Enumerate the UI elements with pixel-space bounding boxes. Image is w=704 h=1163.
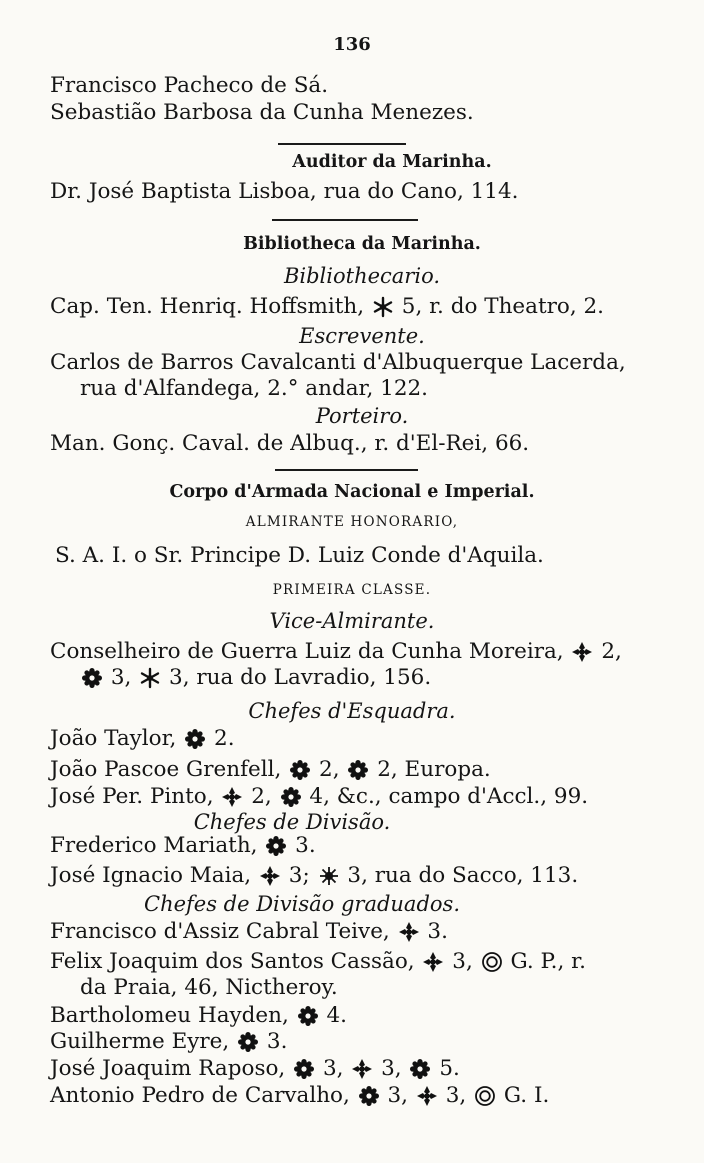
entry-line xyxy=(50,756,491,784)
star-cross-icon xyxy=(318,865,340,887)
divider xyxy=(278,143,406,145)
asterisk-cross-icon xyxy=(139,667,161,689)
entry-line: Man. Gonç. Caval. de Albuq., r. d'El-Rei, 66. xyxy=(50,431,530,456)
entry-text: 4. xyxy=(319,1003,348,1028)
entry-text: 2, xyxy=(594,639,622,664)
cross-order-icon xyxy=(416,1085,438,1107)
entry-text: 5. xyxy=(432,1056,460,1081)
page-number: 136 xyxy=(333,34,371,55)
entry-text: 3, rua do Sacco, 113. xyxy=(340,863,579,888)
entry-line: rua d'Alfandega, 2.° andar, 122. xyxy=(80,376,429,401)
entry-line: Francisco Pacheco de Sá. xyxy=(50,73,329,98)
entry-line: Sebastião Barbosa da Cunha Menezes. xyxy=(50,100,474,125)
entry-line xyxy=(50,1055,460,1083)
rosette-order-icon xyxy=(289,759,311,781)
rosette-order-icon xyxy=(409,1058,431,1080)
entry-line xyxy=(50,1002,347,1030)
entry-line: S. A. I. o Sr. Principe D. Luiz Conde d'Aquila. xyxy=(55,543,544,568)
subsection-heading: Porteiro. xyxy=(315,404,409,428)
cross-order-icon xyxy=(259,865,281,887)
subsection-heading: Chefes de Divisão. xyxy=(193,810,391,834)
entry-line xyxy=(50,832,316,860)
divider xyxy=(272,219,418,221)
divider xyxy=(275,469,418,471)
entry-text: João Taylor, xyxy=(50,726,184,751)
entry-text: 3; xyxy=(281,863,317,888)
section-heading: Auditor da Marinha. xyxy=(292,152,492,172)
section-heading: Corpo d'Armada Nacional e Imperial. xyxy=(169,482,535,502)
entry-line: da Praia, 46, Nictheroy. xyxy=(80,975,338,1000)
entry-text: Felix Joaquim dos Santos Cassão, xyxy=(50,949,422,974)
entry-text: Cap. Ten. Henriq. Hoffsmith, xyxy=(50,294,371,319)
subsection-heading: Bibliothecario. xyxy=(283,264,441,288)
rosette-order-icon xyxy=(280,786,302,808)
entry-text: João Pascoe Grenfell, xyxy=(50,757,289,782)
rank-heading: ALMIRANTE HONORARIO, xyxy=(245,514,459,530)
subsection-heading: Vice-Almirante. xyxy=(269,609,435,633)
cross-order-icon xyxy=(398,921,420,943)
entry-text: 3, xyxy=(104,665,139,690)
entry-text: 3, xyxy=(380,1083,415,1108)
entry-text: José Joaquim Raposo, xyxy=(50,1056,293,1081)
rosette-order-icon xyxy=(265,835,287,857)
entry-text: 2, xyxy=(244,784,279,809)
entry-text: G. P., r. xyxy=(503,949,586,974)
cross-order-icon xyxy=(221,786,243,808)
entry-text: 3, xyxy=(445,949,480,974)
entry-line xyxy=(50,725,235,753)
entry-text: 5, r. do Theatro, 2. xyxy=(394,294,605,319)
entry-text: 3. xyxy=(260,1029,288,1054)
entry-text: Guilherme Eyre, xyxy=(50,1029,237,1054)
entry-line xyxy=(50,293,604,321)
entry-line xyxy=(50,862,578,890)
entry-line: Dr. José Baptista Lisboa, rua do Cano, 114. xyxy=(50,179,519,204)
entry-text: 3. xyxy=(420,919,448,944)
entry-text: José Ignacio Maia, xyxy=(50,863,258,888)
rosette-order-icon xyxy=(237,1031,259,1053)
subsection-heading: Escrevente. xyxy=(299,324,425,348)
cross-order-icon xyxy=(351,1058,373,1080)
entry-line: Carlos de Barros Cavalcanti d'Albuquerque Lacerda, xyxy=(50,350,626,375)
entry-text: Francisco d'Assiz Cabral Teive, xyxy=(50,919,397,944)
cross-order-icon xyxy=(422,951,444,973)
entry-line xyxy=(50,948,586,976)
entry-line xyxy=(50,638,622,666)
entry-text: 4, &c., campo d'Accl., 99. xyxy=(302,784,589,809)
entry-text: Bartholomeu Hayden, xyxy=(50,1003,296,1028)
circle-medal-icon xyxy=(481,951,503,973)
entry-line xyxy=(50,1028,287,1056)
rosette-order-icon xyxy=(293,1058,315,1080)
entry-text: 2, Europa. xyxy=(370,757,491,782)
rosette-order-icon xyxy=(358,1085,380,1107)
entry-text: 3, xyxy=(374,1056,409,1081)
subsection-heading: Chefes de Divisão graduados. xyxy=(144,892,460,916)
entry-line xyxy=(80,664,431,692)
cross-order-icon xyxy=(571,641,593,663)
entry-line xyxy=(50,1082,549,1110)
section-heading: Bibliotheca da Marinha. xyxy=(243,234,481,254)
entry-text: 2, xyxy=(312,757,347,782)
entry-text: José Per. Pinto, xyxy=(50,784,221,809)
entry-text: 2. xyxy=(207,726,235,751)
entry-text: G. I. xyxy=(497,1083,550,1108)
rosette-order-icon xyxy=(297,1005,319,1027)
subsection-heading: Chefes d'Esquadra. xyxy=(248,699,456,723)
rosette-order-icon xyxy=(347,759,369,781)
entry-text: 3. xyxy=(288,833,316,858)
rosette-order-icon xyxy=(81,667,103,689)
entry-text: 3, rua do Lavradio, 156. xyxy=(162,665,432,690)
rank-heading: PRIMEIRA CLASSE. xyxy=(272,582,432,598)
entry-text: Antonio Pedro de Carvalho, xyxy=(50,1083,357,1108)
entry-line xyxy=(50,918,448,946)
asterisk-cross-icon xyxy=(372,296,394,318)
rosette-order-icon xyxy=(184,728,206,750)
entry-text: Frederico Mariath, xyxy=(50,833,265,858)
circle-medal-icon xyxy=(474,1085,496,1107)
entry-text: 3, xyxy=(438,1083,474,1108)
entry-line xyxy=(50,783,588,811)
entry-text: 3, xyxy=(316,1056,351,1081)
entry-text: Conselheiro de Guerra Luiz da Cunha Moreira, xyxy=(50,639,571,664)
